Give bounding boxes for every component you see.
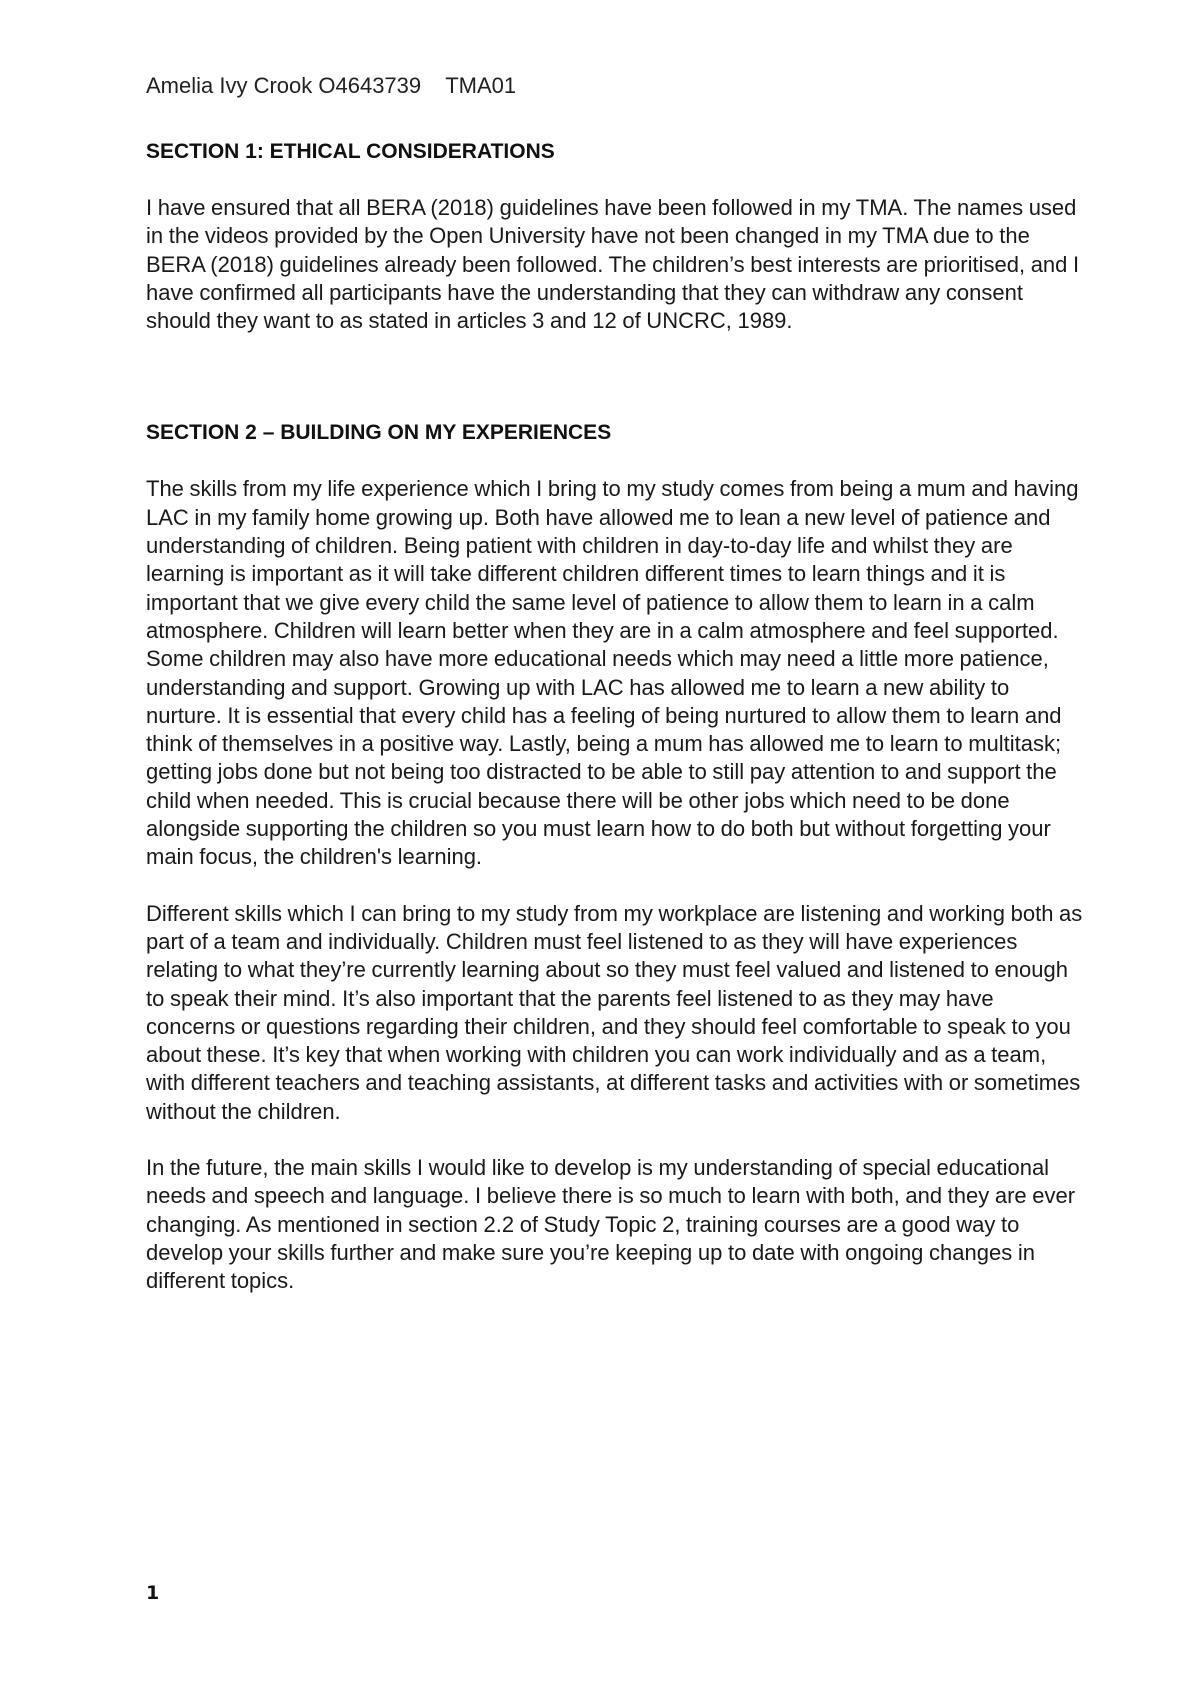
section1-paragraph: I have ensured that all BERA (2018) guidelines have been followed in my TMA. The names used in the videos provided by the Open University have not been changed in my TMA due to the BERA (2018) guidelines already been followed. The children’s best interests are prioritised, and I have confirmed all participants have the understanding that they can withdraw any consent should they want to as stated in articles 3 and 12 of UNCRC, 1989. <box>146 195 1080 334</box>
section2-heading: SECTION 2 – BUILDING ON MY EXPERIENCES <box>146 421 612 445</box>
section1-heading: SECTION 1: ETHICAL CONSIDERATIONS <box>146 140 555 163</box>
page-content <box>146 72 1086 1296</box>
author-header: Amelia Ivy Crook O4643739 TMA01 <box>146 73 517 98</box>
section2-paragraph-workplace: Different skills which I can bring to my study from my workplace are listening and working both as part of a team and individually. Children must feel listened to as they will have experiences relating to what they’re currently learning about so they must feel valued and listened to enough to speak their mind. It’s also important that the parents feel listened to as they may have concerns or questions regarding their children, and they should feel comfortable to speak to you about these. It’s key that when working with children you can work individually and as a team, with different teachers and teaching assistants, at different tasks and activities with or sometimes without the children. <box>146 900 1083 1124</box>
page-number: 1 <box>146 1582 160 1604</box>
section2-paragraph-life-experience: The skills from my life experience which I bring to my study comes from being a mum and having LAC in my family home growing up. Both have allowed me to lean a new level of patience and understanding of children. Being patient with children in day-to-day life and whilst they are learning is important as it will take different children different times to learn things and it is important that we give every child the same level of patience to allow them to learn in a calm atmosphere. Children will learn better when they are in a calm atmosphere and feel supported. Some children may also have more educational needs which may need a little more patience, understanding and support. Growing up with LAC has allowed me to learn a new ability to nurture. It is essential that every child has a feeling of being nurtured to allow them to learn and think of themselves in a positive way. Lastly, being a mum has allowed me to learn to multitask; getting jobs done but not being too distracted to be able to still pay attention to and support the child when needed. This is crucial because there will be other jobs which need to be done alongside supporting the children so you must learn how to do both but without forgetting your main focus, the children's learning. <box>146 476 1079 870</box>
section2-paragraph-future: In the future, the main skills I would like to develop is my understanding of special educational needs and speech and language. I believe there is so much to learn with both, and they are ever changing. As mentioned in section 2.2 of Study Topic 2, training courses are a good way to develop your skills further and make sure you’re keeping up to date with ongoing changes in different topics. <box>146 1155 1076 1294</box>
